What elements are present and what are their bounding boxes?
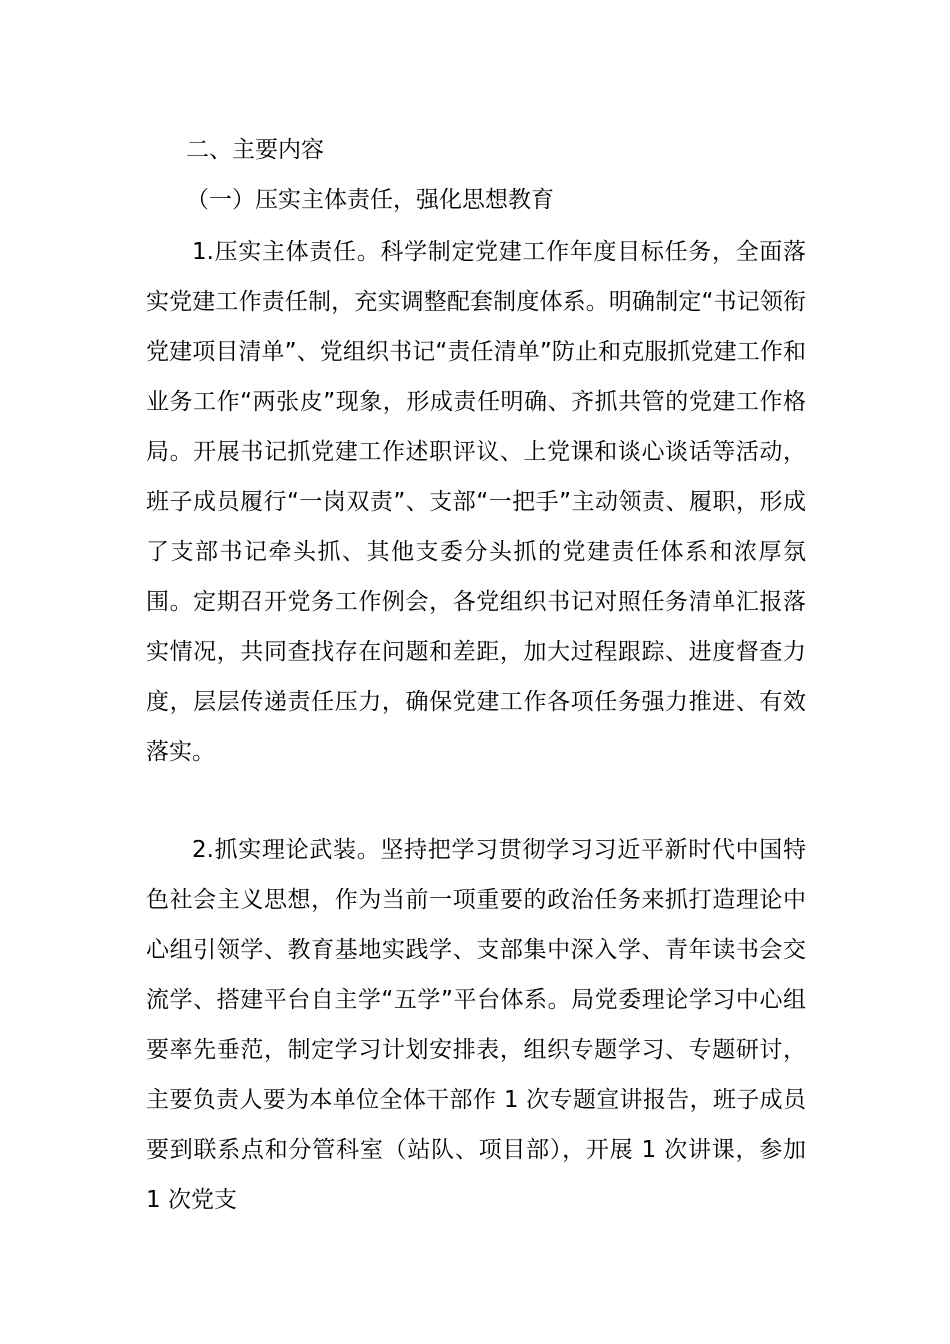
section-heading: 二、主要内容 xyxy=(186,137,324,163)
paragraph-theory-study: 2.抓实理论武装。坚持把学习贯彻学习习近平新时代中国特色社会主义思想，作为当前一项重要的政治任务来抓打造理论中心组引领学、教育基地实践学、支部集中深入学、青年读书会交流学、搭建平台自主学“五学”平台体系。局党委理论学习中心组要率先垂范，制定学习计划安排表，组织专题学习、专题研讨，主要负责人要为本单位全体干部作 1 次专题宣讲报告，班子成员要到联系点和分管科室（站队、项目部），开展 1 次讲课，参加 1 次党支 xyxy=(146,837,806,1213)
paragraph-responsibility: 1.压实主体责任。科学制定党建工作年度目标任务，全面落实党建工作责任制，充实调整配套制度体系。明确制定“书记领衔党建项目清单”、党组织书记“责任清单”防止和克服抓党建工作和业务工作“两张皮”现象，形成责任明确、齐抓共管的党建工作格局。开展书记抓党建工作述职评议、上党课和谈心谈话等活动，班子成员履行“一岗双责”、支部“一把手”主动领责、履职，形成了支部书记牵头抓、其他支委分头抓的党建责任体系和浓厚氛围。定期召开党务工作例会，各党组织书记对照任务清单汇报落实情况，共同查找存在问题和差距，加大过程跟踪、进度督查力度，层层传递责任压力，确保党建工作各项任务强力推进、有效落实。 xyxy=(146,239,806,765)
subsection-heading: （一）压实主体责任，强化思想教育 xyxy=(186,187,554,213)
